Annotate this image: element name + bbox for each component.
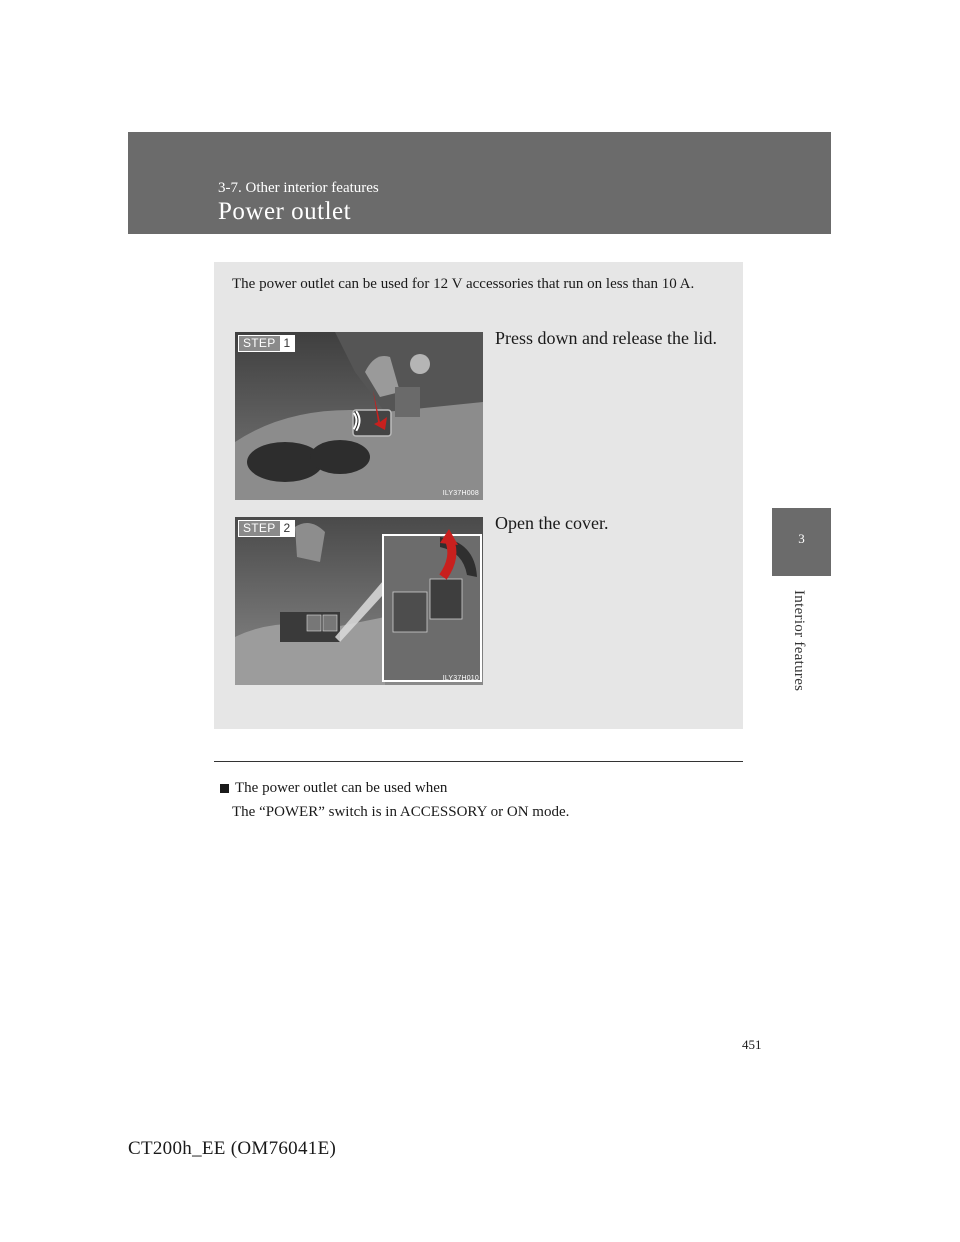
power-outlet-cover-illustration [235, 517, 483, 685]
note-body: The “POWER” switch is in ACCESSORY or ON mode. [232, 804, 570, 820]
square-bullet-icon [220, 784, 229, 793]
divider [214, 761, 743, 762]
chapter-tab [772, 508, 831, 576]
chapter-label: Interior features [791, 590, 807, 692]
step-1-badge: STEP 1 [238, 335, 295, 352]
center-console-lid-illustration [235, 332, 483, 500]
breadcrumb: 3-7. Other interior features [218, 180, 379, 196]
step-2-illustration [235, 517, 483, 685]
note-heading: The power outlet can be used when [220, 780, 447, 797]
step-2-text: Open the cover. [495, 513, 609, 533]
page-title: Power outlet [218, 198, 352, 225]
chapter-number: 3 [798, 531, 805, 546]
step-1-illustration [235, 332, 483, 500]
footer-model-code: CT200h_EE (OM76041E) [128, 1138, 337, 1159]
content-box [214, 262, 743, 729]
page-number: 451 [742, 1037, 762, 1052]
intro-text: The power outlet can be used for 12 V accessories that run on less than 10 A. [232, 276, 695, 292]
image-code: ILY37H008 [442, 490, 479, 497]
section-header [128, 132, 831, 234]
step-2-badge: STEP 2 [238, 520, 295, 537]
step-1-text: Press down and release the lid. [495, 328, 717, 348]
image-code: ILY37H010 [442, 675, 479, 682]
